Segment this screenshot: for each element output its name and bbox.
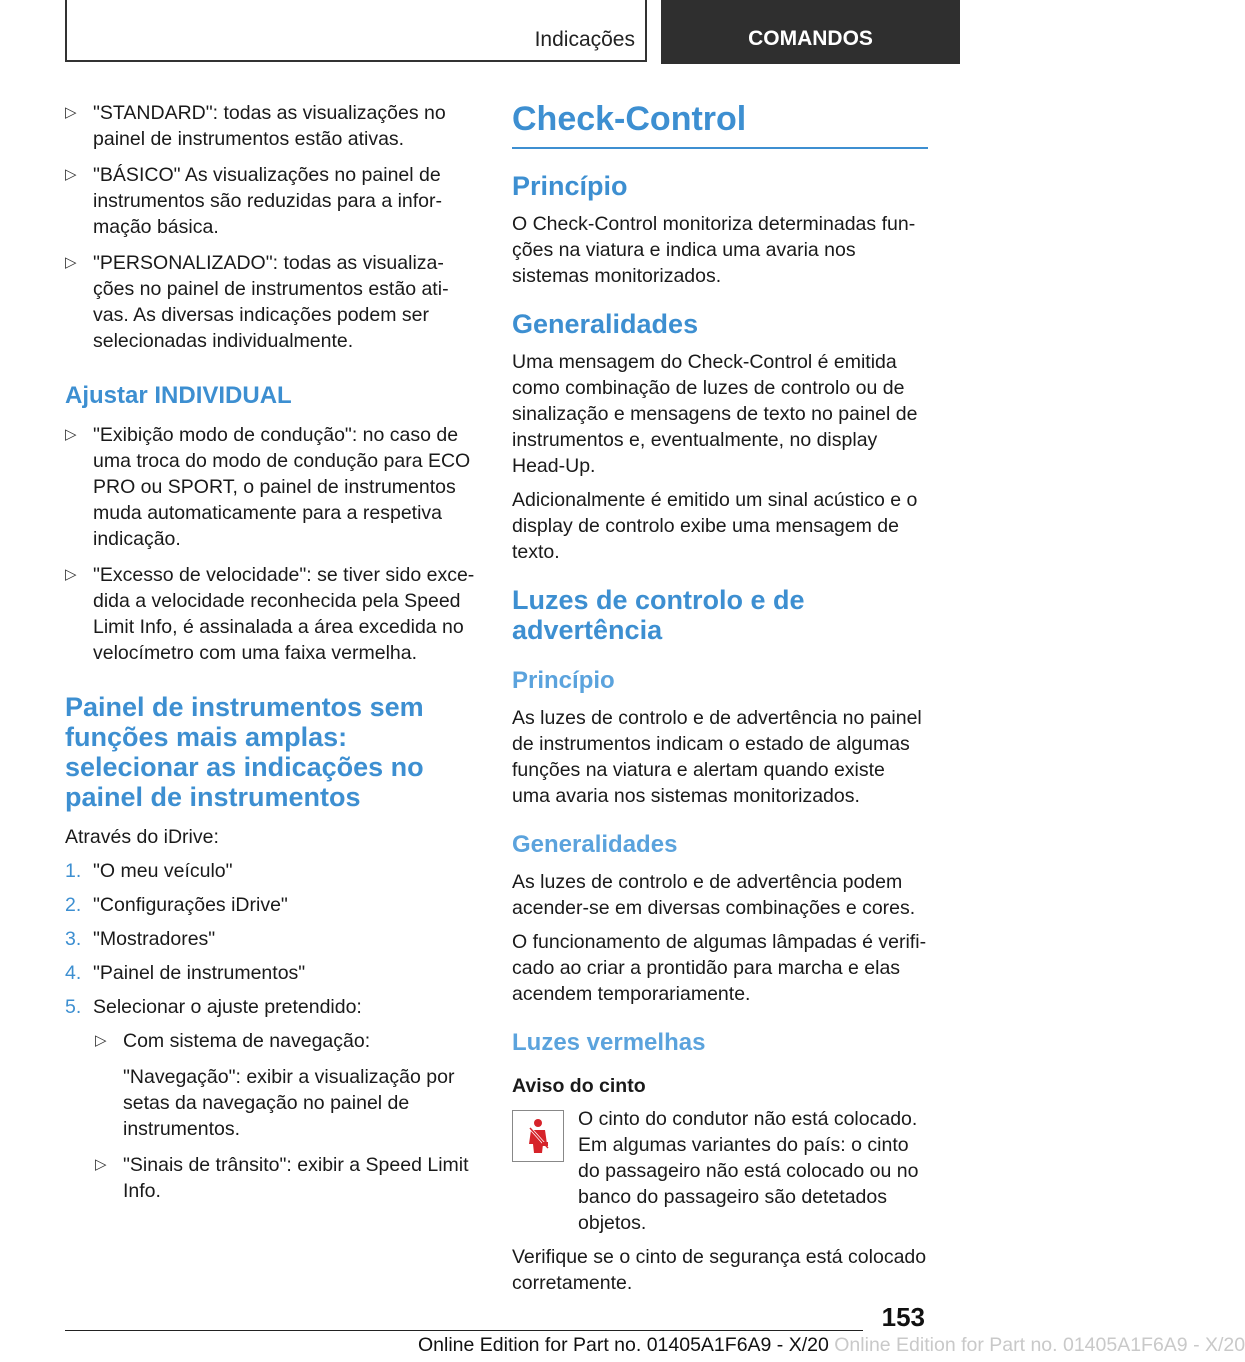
step-item: 4. "Painel de instrumentos": [65, 962, 306, 984]
paragraph: Adicionalmente é emitido um sinal acústico e o display de controlo exibe uma mensagem de texto.: [512, 489, 918, 563]
subheading-generalidades: Generalidades: [512, 831, 678, 858]
seatbelt-warning-icon: [512, 1110, 564, 1162]
sub-list-item: ▷ Com sistema de navegação:: [95, 1030, 371, 1052]
heading-ajustar-individual: Ajustar INDIVIDUAL: [65, 382, 292, 409]
heading-principio: Princípio: [512, 171, 628, 201]
list-item: ▷ "BÁSICO" As visualizações no painel de instrumentos são reduzidas para a informação básica.: [65, 164, 443, 238]
paragraph: As luzes de controlo e de advertência podem acender-se em diversas combinações e cores.: [512, 871, 916, 919]
edition-text: Online Edition for Part no. 01405A1F6A9 - X/20: [418, 1334, 829, 1356]
step-item: 1. "O meu veículo": [65, 860, 233, 882]
step-item: 2. "Configurações iDrive": [65, 894, 288, 916]
list-item: ▷ "PERSONALIZADO": todas as visualizações no painel de instrumentos estão ativas. As diversas indicações podem ser selecionadas individualmente.: [65, 252, 449, 352]
page-title: Check-Control: [512, 100, 928, 149]
paragraph: O funcionamento de algumas lâmpadas é verificado ao criar a prontidão para marcha e elas acendem temporariamente.: [512, 931, 927, 1005]
heading-generalidades: Generalidades: [512, 309, 699, 339]
footer-edition: [0, 1334, 1245, 1357]
triangle-bullet-icon: ▷: [65, 426, 77, 443]
triangle-bullet-icon: ▷: [65, 104, 77, 121]
left-column: [65, 100, 477, 1214]
triangle-bullet-icon: ▷: [65, 566, 77, 583]
list-item: ▷ "STANDARD": todas as visualizações no painel de instrumentos estão ativas.: [65, 102, 446, 150]
page-number: 153: [881, 1302, 925, 1332]
list-item: ▷ "Excesso de velocidade": se tiver sido excedida a velocidade reconhecida pela Speed Limit Info, é assinalada a área excedida no velocímetro com uma faixa vermelha.: [65, 564, 475, 664]
right-column: [512, 100, 928, 1304]
paragraph: O Check-Control monitoriza determinadas funções na viatura e indica uma avaria nos sistemas monitorizados.: [512, 213, 916, 287]
triangle-bullet-icon: ▷: [95, 1156, 107, 1173]
step-number: 1.: [65, 860, 82, 882]
heading-luzes-controlo: Luzes de controlo e de advertência: [512, 585, 805, 645]
intro-text: Através do iDrive:: [65, 826, 219, 848]
step-number: 4.: [65, 962, 82, 984]
paragraph: Verifique se o cinto de segurança está colocado corretamente.: [512, 1246, 927, 1294]
step-item: 3. "Mostradores": [65, 928, 216, 950]
footer-divider: [65, 1330, 863, 1331]
paragraph: As luzes de controlo e de advertência no painel de instrumentos indicam o estado de algumas funções na viatura e alertam quando existe uma avaria nos sistemas monitorizados.: [512, 707, 922, 807]
subheading-luzes-vermelhas: Luzes vermelhas: [512, 1029, 706, 1056]
step-number: 3.: [65, 928, 82, 950]
paragraph: Uma mensagem do Check-Control é emitida como combinação de luzes de controlo ou de sinalização e mensagens de texto no painel de instrumentos e, eventualmente, no display Head-Up.: [512, 351, 918, 477]
subheading-principio: Princípio: [512, 667, 615, 694]
seatbelt-icon-graphic: [518, 1116, 558, 1156]
header-section-title: Indicações: [534, 28, 635, 51]
triangle-bullet-icon: ▷: [65, 254, 77, 271]
seatbelt-warning-block: [512, 1106, 928, 1236]
sub-list-item: ▷ "Sinais de trânsito": exibir a Speed Limit Info.: [95, 1154, 469, 1202]
watermark-text: Online Edition for Part no. 01405A1F6A9 - X/20: [834, 1334, 1245, 1356]
subheading-aviso-cinto: Aviso do cinto: [512, 1075, 646, 1097]
step-number: 5.: [65, 996, 82, 1018]
triangle-bullet-icon: ▷: [65, 166, 77, 183]
triangle-bullet-icon: ▷: [95, 1032, 107, 1049]
header-chapter-tab: COMANDOS: [661, 0, 960, 64]
heading-painel-instrumentos: Painel de instrumentos sem funções mais amplas: selecionar as indicações no painel de instrumentos: [65, 692, 424, 812]
paragraph: O cinto do condutor não está colocado. Em algumas variantes do país: o cinto do passageiro não está colocado ou no banco do passageiro são detetados objetos.: [578, 1108, 919, 1234]
step-item: 5. Selecionar o ajuste pretendido:: [65, 996, 362, 1018]
sub-item-detail: "Navegação": exibir a visualização por setas da navegação no painel de instrumentos.: [123, 1066, 455, 1140]
list-item: ▷ "Exibição modo de condução": no caso de uma troca do modo de condução para ECO PRO ou SPORT, o painel de instrumentos muda automaticamente para a respetiva indicação.: [65, 424, 471, 550]
step-number: 2.: [65, 894, 82, 916]
